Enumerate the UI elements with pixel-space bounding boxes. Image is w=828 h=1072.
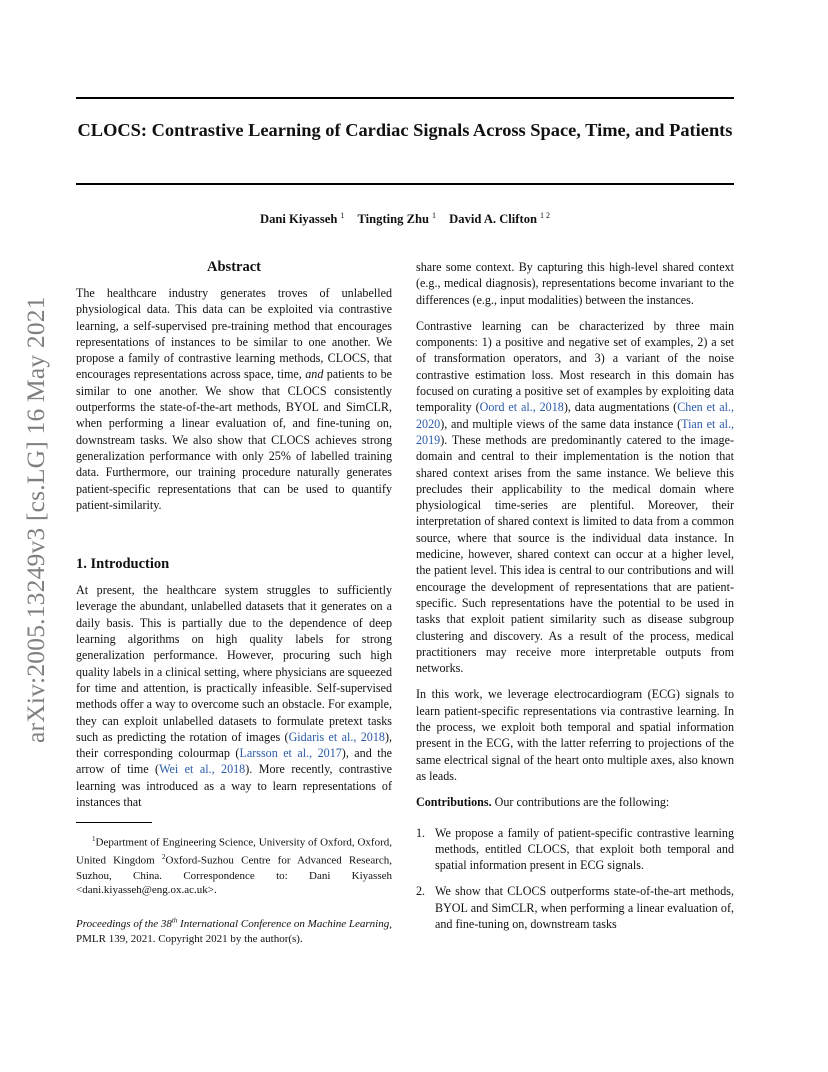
author: Dani Kiyasseh $^1$ — [260, 211, 345, 226]
title-bottom-rule — [76, 183, 734, 185]
author: David A. Clifton $^{1 2}$ — [449, 211, 550, 226]
introduction-heading: 1. Introduction — [76, 556, 170, 573]
body-paragraph: share some context. By capturing this high-level shared context (e.g., medical diagnosis), representations become invariant to the differences (e.g., input modalities) between the instances. — [416, 260, 734, 307]
author-list — [76, 211, 734, 227]
contributions-list — [416, 825, 734, 933]
arxiv-identifier: arXiv:2005.13249v3 [cs.LG] 16 May 2021 — [21, 296, 50, 744]
body-paragraph: In this work, we leverage electrocardiogram (ECG) signals to learn patient-specific representations via contrastive learning. In the process, we exploit both temporal and spatial information present in the ECG, with the latter referring to projections of the same electrical signal of the heart onto multiple axes, also known as leads. — [416, 687, 734, 783]
footnote-rule — [76, 822, 152, 823]
author: Tingting Zhu $^1$ — [357, 211, 437, 226]
body-paragraph: Contrastive learning can be characterized by three main components: 1) a positive and negative set of examples, 2) a set of transformation operators, and 3) a variant of the noise contrastive estimation loss. Most research in this domain has focused on curating a positive set of examples by exploiting data temporality (Oord et al., 2018), data augmentations (Chen et al., 2020), and multiple views of the same data instance (Tian et al., 2019). These methods are predominantly catered to the image-domain and central to their implementation is the notion that shared context arises from the same instance. We believe this precludes their applicability to the medical domain where physiological time-series are plentiful. Moreover, their interpretation of shared context is limited to data from a common source, where that source is the individual data instance. In medicine, however, shared context can occur at a higher level, the patient level. This idea is central to our contributions and will encourage the development of representations that are patient-specific. Such representations have the potential to be used in tasks that exploit patient similarity such as disease subgroup clustering and discovery. As a result of the process, medical practitioners may receive more interpretable outputs from networks. — [416, 318, 734, 676]
right-column — [416, 259, 734, 942]
affiliation-footnote: $^1$Department of Engineering Science, University of Oxford, Oxford, United Kingdom $^2$Oxford-Suzhou Centre for Advanced Research, Suzhou, China. Correspondence to: Dani Kiyasseh <dani.kiyasseh@eng.ox.ac.uk>. — [76, 835, 392, 897]
title-top-rule — [76, 97, 734, 99]
citation-link[interactable]: Gidaris et al., 2018 — [288, 729, 385, 744]
introduction-paragraph: At present, the healthcare system struggles to sufficiently leverage the abundant, unlabelled datasets that it generates on a daily basis. This is partially due to the dependence of deep learning algorithms on high quality labels for strong generalization performance. However, procuring such high quality labels in a clinical setting, where physicians are squeezed for time and attention, is practically infeasible. Self-supervised methods offer a way to overcome such an obstacle. For example, they can exploit unlabelled datasets to formulate pretext tasks such as predicting the rotation of images (Gidaris et al., 2018), their corresponding colourmap (Larsson et al., 2017), and the arrow of time (Wei et al., 2018). More recently, contrastive learning was introduced as a way to learn representations of instances that — [76, 583, 393, 810]
left-column — [76, 258, 392, 947]
abstract-text: The healthcare industry generates troves of unlabelled physiological data. This data can be exploited via contrastive learning, a self-supervised pre-training method that encourages representations of instances to be similar to one another. We propose a family of contrastive learning methods, CLOCS, that encourages representations across space, time, and patients to be similar to one another. We show that CLOCS consistently outperforms the state-of-the-art methods, BYOL and SimCLR, when performing a linear evaluation of, and fine-tuning on, downstream tasks. We also show that CLOCS achieves strong generalization performance with only 25% of labelled training data. Furthermore, our training procedure naturally generates patient-specific representations that can be used to quantify patient-similarity. — [76, 286, 392, 512]
list-item: 2. We show that CLOCS outperforms state-of-the-art methods, BYOL and SimCLR, when performing a linear evaluation of, and fine-tuning on, downstream tasks — [416, 884, 734, 931]
contributions-intro: Contributions. Our contributions are the following: — [416, 795, 670, 810]
citation-link[interactable]: Larsson et al., 2017 — [239, 746, 342, 761]
citation-link[interactable]: Chen et al., 2020 — [416, 400, 734, 431]
list-item: 1. We propose a family of patient-specific contrastive learning methods, entitled CLOCS, that exploit both temporal and spatial information present in ECG signals. — [416, 825, 734, 873]
proceedings-note: Proceedings of the 38th International Conference on Machine Learning, PMLR 139, 2021. Copyright 2021 by the author(s). — [76, 916, 392, 946]
citation-link[interactable]: Oord et al., 2018 — [479, 400, 564, 415]
paper-title: CLOCS: Contrastive Learning of Cardiac Signals Across Space, Time, and Patients — [77, 120, 733, 140]
citation-link[interactable]: Wei et al., 2018 — [159, 762, 246, 777]
citation-link[interactable]: Tian et al., 2019 — [416, 416, 734, 447]
abstract-heading: Abstract — [207, 259, 261, 275]
